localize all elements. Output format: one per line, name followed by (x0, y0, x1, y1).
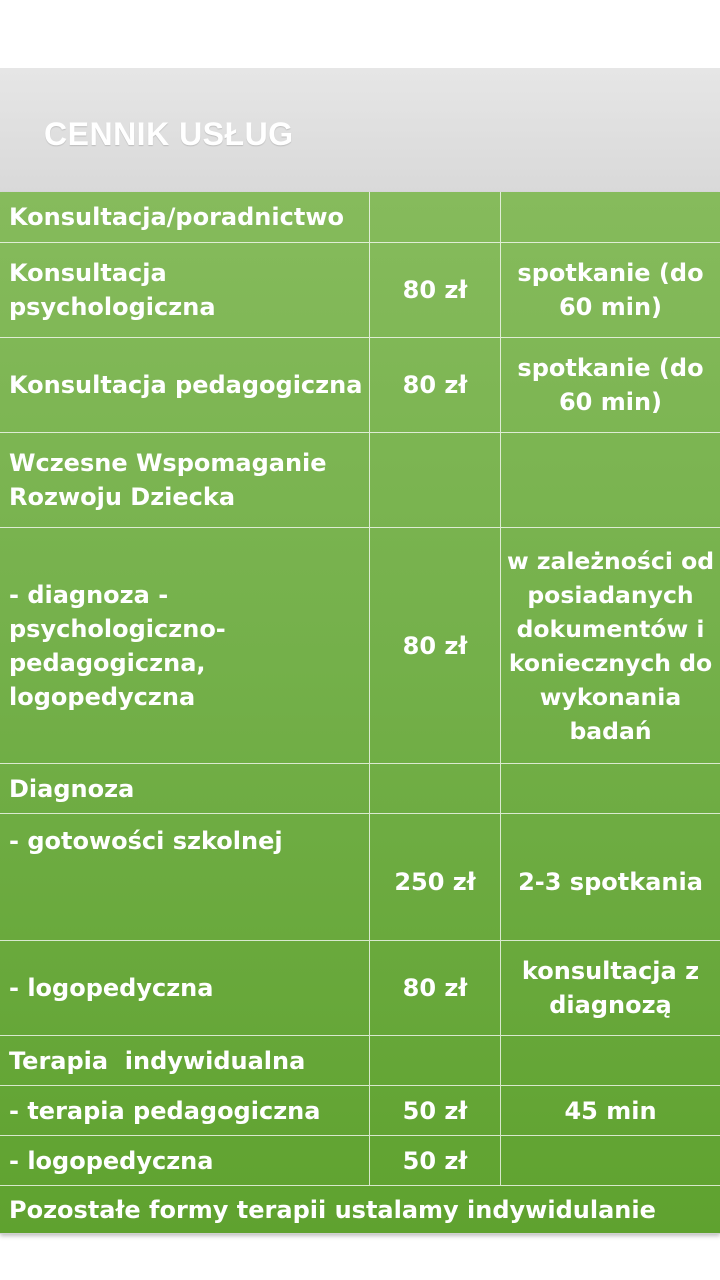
service-cell: Konsultacja pedagogiczna (9, 371, 363, 399)
service-cell: Konsultacja/poradnictwo (9, 203, 344, 231)
note-cell (500, 764, 720, 813)
price-cell: 80 zł (369, 528, 500, 763)
service-cell: - logopedyczna (9, 1146, 214, 1175)
service-label: Konsultacja psychologiczna (9, 259, 216, 321)
note-cell: 2-3 spotkania (500, 814, 720, 940)
note-cell (500, 528, 720, 763)
service-cell: Diagnoza (9, 774, 135, 803)
note-cell (500, 433, 720, 527)
note-label: spotkanie (do 60 min) (517, 259, 704, 321)
price-cell (369, 192, 500, 242)
service-label: - diagnoza - psychologiczno-pedagogiczna, logopedyczna (9, 580, 226, 711)
table-row-section-early-support (0, 432, 720, 527)
table-row (0, 813, 720, 940)
table-row-section-diagnosis (0, 763, 720, 813)
service-cell (0, 433, 369, 527)
bottom-divider (0, 1233, 720, 1234)
price-cell: 80 zł (369, 338, 500, 432)
note-cell (500, 192, 720, 242)
price-list-header (0, 68, 720, 192)
price-cell: 50 zł (369, 1086, 500, 1135)
service-cell: - terapia pedagogiczna (9, 1096, 321, 1125)
price-cell (369, 1036, 500, 1085)
note-label: spotkanie (do 60 min) (517, 354, 704, 416)
footer-note: Pozostałe formy terapii ustalamy indywidulanie (9, 1195, 656, 1224)
service-label: Wczesne Wspomaganie Rozwoju Dziecka (9, 449, 327, 511)
price-cell (369, 433, 500, 527)
price-cell: 80 zł (369, 941, 500, 1035)
price-table (0, 192, 720, 1233)
service-cell: - gotowości szkolnej (9, 827, 283, 855)
note-cell (500, 941, 720, 1035)
page-title: CENNIK USŁUG (44, 116, 294, 152)
note-cell (500, 1036, 720, 1085)
service-cell (0, 528, 369, 763)
table-row (0, 1135, 720, 1185)
service-cell: Terapia indywidualna (9, 1046, 306, 1075)
table-footer-row (0, 1185, 720, 1233)
price-cell: 250 zł (369, 814, 500, 940)
table-row-section-consultation (0, 192, 720, 242)
table-row (0, 527, 720, 763)
service-cell: - logopedyczna (9, 974, 214, 1002)
table-row-section-therapy (0, 1035, 720, 1085)
table-row (0, 337, 720, 432)
table-row (0, 940, 720, 1035)
table-row (0, 242, 720, 337)
note-cell (500, 338, 720, 432)
note-label: konsultacja z diagnozą (521, 957, 700, 1019)
service-cell (0, 243, 369, 337)
price-cell: 80 zł (369, 243, 500, 337)
note-label: w zależności od posiadanych dokumentów i koniecznych do wykonania badań (506, 546, 715, 745)
note-cell: 45 min (500, 1086, 720, 1135)
table-row (0, 1085, 720, 1135)
note-cell (500, 1136, 720, 1185)
price-cell (369, 764, 500, 813)
price-cell: 50 zł (369, 1136, 500, 1185)
note-cell (500, 243, 720, 337)
